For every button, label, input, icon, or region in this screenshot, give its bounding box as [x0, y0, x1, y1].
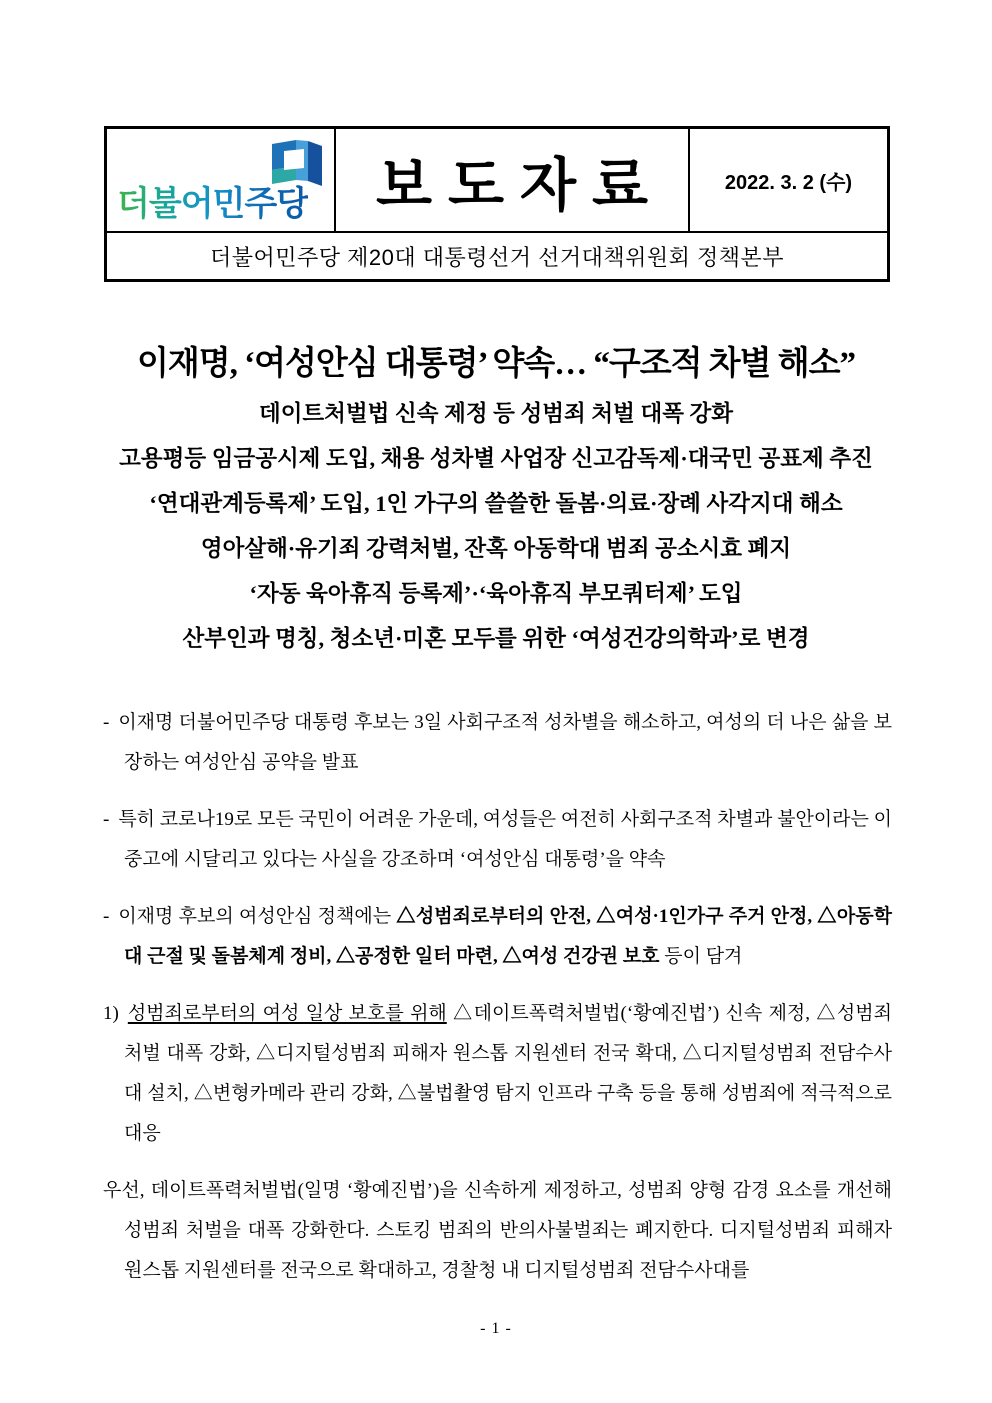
- article-subtitle-line: 산부인과 명칭, 청소년·미혼 모두를 위한 ‘여성건강의학과’로 변경: [182, 626, 810, 651]
- article-body: [103, 703, 892, 1308]
- article-subtitle-line: ‘자동 육아휴직 등록제’·‘육아휴직 부모쿼터제’ 도입: [249, 581, 743, 606]
- document-type-cell: [335, 128, 689, 233]
- article-subtitle-line: 데이트처벌법 신속 제정 등 성범죄 처벌 대폭 강화: [258, 401, 734, 426]
- paragraph-marker: 1): [103, 1003, 119, 1024]
- release-date: 2022. 3. 2 (수): [724, 171, 853, 194]
- paragraph-text: 이재명 더불어민주당 대통령 후보는 3일 사회구조적 성차별을 해소하고, 여성의 더 나은 삶을 보장하는 여성안심 공약을 발표: [118, 712, 892, 773]
- article-subtitle-line: 영아살해·유기죄 강력처벌, 잔혹 아동학대 범죄 공소시효 폐지: [200, 536, 792, 561]
- org-line-cell: [106, 232, 889, 281]
- paragraph-marker: -: [103, 809, 110, 830]
- paragraph-text: 특히 코로나19로 모든 국민이 어려운 가운데, 여성들은 여전히 사회구조적 차별과 불안이라는 이중고에 시달리고 있다는 사실을 강조하며 ‘여성안심 대통령’을 약속: [118, 809, 892, 870]
- paragraph-text: 이재명 후보의 여성안심 정책에는: [118, 906, 397, 927]
- body-paragraph: [103, 800, 892, 880]
- body-paragraph: [103, 703, 892, 783]
- body-paragraph: [103, 1171, 892, 1291]
- page-number: - 1 -: [480, 1320, 512, 1337]
- party-logo-cell: [106, 128, 336, 233]
- article-title: 이재명, ‘여성안심 대통령’ 약속… “구조적 차별 해소”: [137, 346, 855, 382]
- party-logo: [107, 129, 334, 231]
- press-release-header: [104, 126, 890, 282]
- paragraph-marker: -: [103, 712, 110, 733]
- article-subtitle-line: ‘연대관계등록제’ 도입, 1인 가구의 쓸쓸한 돌봄·의료·장례 사각지대 해소: [149, 491, 843, 516]
- document-type-title: 보도자료: [375, 153, 665, 218]
- paragraph-text: △성범죄로부터의 안전, △여성·1인가구 주거 안정, △아동학대 근절 및 돌봄체계 정비, △공정한 일터 마련, △여성 건강권 보호: [124, 906, 892, 967]
- article-subtitle-line: 고용평등 임금공시제 도입, 채용 성차별 사업장 신고감독제·대국민 공표제 추진: [119, 446, 873, 471]
- release-date-cell: [689, 128, 889, 233]
- paragraph-text: 등이 담겨: [659, 946, 743, 967]
- paragraph-text: △데이트폭력처벌법(‘황예진법’) 신속 제정, △성범죄 처벌 대폭 강화, △디지털성범죄 피해자 원스톱 지원센터 전국 확대, △디지털성범죄 전담수사대 설치, △변형카메라 관리 강화, △불법촬영 탐지 인프라 구축 등을 통해 성범죄에 적극적으로 대응: [124, 1003, 892, 1144]
- paragraph-text: 성범죄로부터의 여성 일상 보호를 위해: [127, 1003, 447, 1024]
- body-paragraph: [103, 897, 892, 977]
- org-line: 더불어민주당 제20대 대통령선거 선거대책위원회 정책본부: [210, 244, 784, 270]
- flag-right-shape: [308, 141, 322, 186]
- paragraph-marker: -: [103, 906, 110, 927]
- article-subtitles: [0, 391, 992, 661]
- body-paragraph: [103, 994, 892, 1154]
- paragraph-text: 우선, 데이트폭력처벌법(일명 ‘황예진법’)을 신속하게 제정하고, 성범죄 양형 감경 요소를 개선해 성범죄 처벌을 대폭 강화한다. 스토킹 범죄의 반의사불벌죄는 폐지한다. 디지털성범죄 피해자 원스톱 지원센터를 전국으로 확대하고, 경찰청 내 디지털성범죄 전담수사대를: [103, 1180, 892, 1281]
- party-logo-text: 더불어민주당: [117, 176, 308, 225]
- flag-center-shape: [284, 149, 304, 170]
